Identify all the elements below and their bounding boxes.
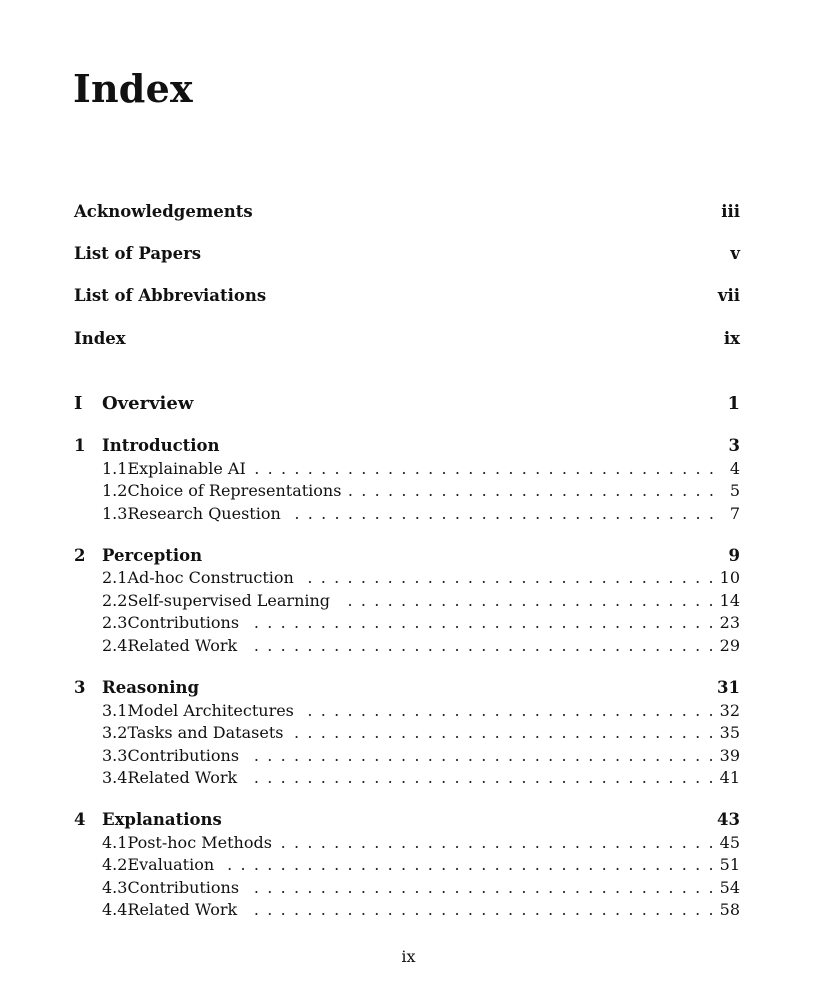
dot-leader bbox=[247, 746, 714, 765]
toc-entry-index[interactable] bbox=[74, 329, 740, 348]
dot-leader bbox=[247, 613, 714, 632]
section-page: 32 bbox=[719, 701, 740, 720]
dot-leader bbox=[291, 723, 713, 742]
page-number: ix bbox=[401, 947, 416, 966]
section-number: 2.1 bbox=[102, 568, 128, 587]
section-number: 1.1 bbox=[102, 459, 128, 478]
section-page: 54 bbox=[719, 878, 740, 897]
toc-entry-title: List of Papers bbox=[74, 244, 202, 263]
toc-section-2-2[interactable] bbox=[102, 591, 740, 610]
section-number: 4.1 bbox=[102, 833, 128, 852]
part-title: Overview bbox=[102, 393, 194, 414]
toc-chapter-3[interactable] bbox=[74, 678, 740, 697]
chapter-title: Perception bbox=[102, 546, 203, 565]
toc-section-1-2[interactable] bbox=[102, 481, 740, 500]
chapter-page: 31 bbox=[717, 678, 740, 697]
section-number: 3.2 bbox=[102, 723, 128, 742]
section-number: 4.3 bbox=[102, 878, 128, 897]
toc-entry-page: v bbox=[730, 244, 740, 263]
toc-section-4-2[interactable] bbox=[102, 855, 740, 874]
chapter-page: 43 bbox=[717, 810, 740, 829]
dot-leader bbox=[302, 568, 714, 587]
toc-section-1-3[interactable] bbox=[102, 504, 740, 523]
section-page: 5 bbox=[729, 481, 740, 500]
section-page: 4 bbox=[729, 459, 740, 478]
section-title: Self-supervised Learning bbox=[127, 591, 331, 610]
section-number: 2.3 bbox=[102, 613, 128, 632]
section-page: 14 bbox=[719, 591, 740, 610]
toc-section-3-1[interactable] bbox=[102, 701, 740, 720]
section-title: Contributions bbox=[127, 613, 240, 632]
toc-entry-list-of-papers[interactable] bbox=[74, 244, 740, 263]
chapter-title: Explanations bbox=[102, 810, 222, 829]
toc-section-2-4[interactable] bbox=[102, 636, 740, 655]
toc-entry-page: vii bbox=[717, 286, 740, 305]
toc-entry-page: ix bbox=[723, 329, 740, 348]
dot-leader bbox=[222, 855, 713, 874]
chapter-number: 1 bbox=[74, 436, 86, 455]
section-title: Contributions bbox=[127, 878, 240, 897]
toc-entry-title: Acknowledgements bbox=[74, 202, 253, 221]
section-page: 45 bbox=[719, 833, 740, 852]
toc-section-4-3[interactable] bbox=[102, 878, 740, 897]
section-title: Related Work bbox=[127, 768, 238, 787]
section-title: Post-hoc Methods bbox=[127, 833, 272, 852]
section-page: 29 bbox=[719, 636, 740, 655]
section-title: Related Work bbox=[127, 636, 238, 655]
toc-entry-title: List of Abbreviations bbox=[74, 286, 267, 305]
section-page: 41 bbox=[719, 768, 740, 787]
chapter-number: 4 bbox=[74, 810, 86, 829]
toc-section-2-3[interactable] bbox=[102, 613, 740, 632]
section-number: 3.1 bbox=[102, 701, 128, 720]
section-number: 4.4 bbox=[102, 900, 128, 919]
section-page: 7 bbox=[729, 504, 740, 523]
section-number: 4.2 bbox=[102, 855, 128, 874]
section-number: 3.4 bbox=[102, 768, 128, 787]
section-title: Ad-hoc Construction bbox=[127, 568, 294, 587]
section-page: 23 bbox=[719, 613, 740, 632]
chapter-title: Introduction bbox=[102, 436, 220, 455]
toc-section-3-2[interactable] bbox=[102, 723, 740, 742]
page-title: Index bbox=[73, 66, 193, 111]
toc-chapter-2[interactable] bbox=[74, 546, 740, 565]
toc-chapter-1[interactable] bbox=[74, 436, 740, 455]
section-page: 35 bbox=[719, 723, 740, 742]
dot-leader bbox=[247, 878, 714, 897]
section-title: Research Question bbox=[127, 504, 281, 523]
section-number: 3.3 bbox=[102, 746, 128, 765]
section-title: Choice of Representations bbox=[127, 481, 342, 500]
chapter-page: 3 bbox=[728, 436, 740, 455]
section-title: Explainable AI bbox=[127, 459, 246, 478]
part-number: I bbox=[74, 393, 83, 414]
section-page: 58 bbox=[719, 900, 740, 919]
dot-leader bbox=[338, 591, 714, 610]
chapter-number: 3 bbox=[74, 678, 86, 697]
dot-leader bbox=[245, 768, 713, 787]
toc-section-4-1[interactable] bbox=[102, 833, 740, 852]
toc-section-4-4[interactable] bbox=[102, 900, 740, 919]
section-number: 2.2 bbox=[102, 591, 128, 610]
dot-leader bbox=[280, 833, 714, 852]
toc-chapter-4[interactable] bbox=[74, 810, 740, 829]
dot-leader bbox=[245, 900, 713, 919]
chapter-number: 2 bbox=[74, 546, 86, 565]
section-title: Evaluation bbox=[127, 855, 215, 874]
section-title: Model Architectures bbox=[127, 701, 294, 720]
section-number: 1.3 bbox=[102, 504, 128, 523]
toc-entry-title: Index bbox=[74, 329, 126, 348]
dot-leader bbox=[289, 504, 714, 523]
section-title: Contributions bbox=[127, 746, 240, 765]
toc-part-overview[interactable] bbox=[74, 393, 740, 414]
toc-entry-page: iii bbox=[721, 202, 740, 221]
section-page: 10 bbox=[719, 568, 740, 587]
dot-leader bbox=[302, 701, 714, 720]
toc-section-3-3[interactable] bbox=[102, 746, 740, 765]
chapter-title: Reasoning bbox=[102, 678, 199, 697]
section-title: Related Work bbox=[127, 900, 238, 919]
section-number: 2.4 bbox=[102, 636, 128, 655]
part-page: 1 bbox=[727, 393, 740, 414]
section-page: 51 bbox=[719, 855, 740, 874]
toc-entry-acknowledgements[interactable] bbox=[74, 202, 740, 221]
toc-section-2-1[interactable] bbox=[102, 568, 740, 587]
dot-leader bbox=[254, 459, 714, 478]
section-number: 1.2 bbox=[102, 481, 128, 500]
chapter-page: 9 bbox=[728, 546, 740, 565]
toc-section-1-1[interactable] bbox=[102, 459, 740, 478]
dot-leader bbox=[349, 481, 714, 500]
toc-entry-list-of-abbreviations[interactable] bbox=[74, 286, 740, 305]
toc-section-3-4[interactable] bbox=[102, 768, 740, 787]
dot-leader bbox=[245, 636, 713, 655]
section-page: 39 bbox=[719, 746, 740, 765]
section-title: Tasks and Datasets bbox=[127, 723, 284, 742]
